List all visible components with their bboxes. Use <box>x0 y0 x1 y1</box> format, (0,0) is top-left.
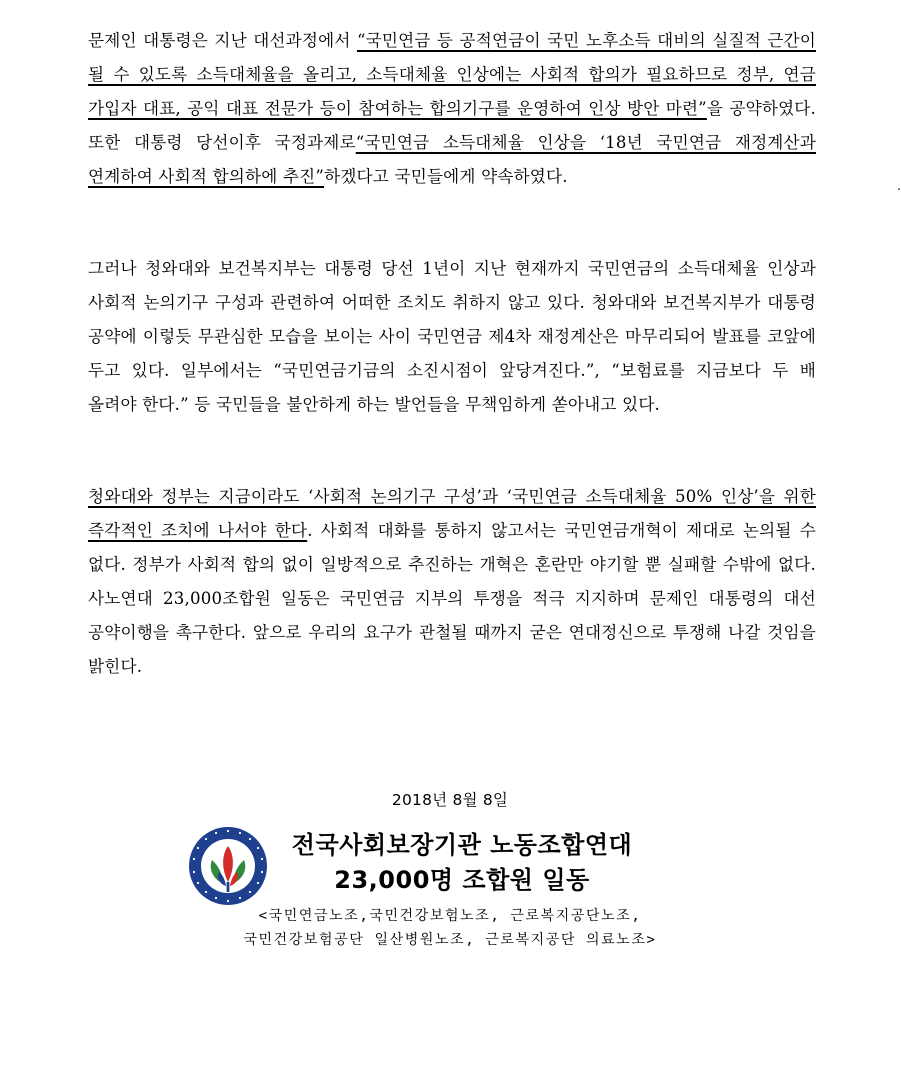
p2-text: 그러나 청와대와 보건복지부는 대통령 당선 1년이 지난 현재까지 국민연금의 소득대체율 인상과 사회적 논의기구 구성과 관련하여 어떠한 조치도 취하지 않고 있다. 청와대와 보건복지부가 대통령 공약에 이렇듯 무관심한 모습을 보이는 사이 국민연금 제4차 재정계산은 마무리되어 발표를 코앞에 두고 있다. 일부에서는 “국민연금기금의 소진시점이 앞당겨진다.”, “보험료를 지금보다 두 배 올려야 한다.” 등 국민들을 불안하게 하는 발언들을 무책임하게 쏟아내고 있다. <box>88 259 816 414</box>
signature-block <box>0 818 900 968</box>
paragraph-campaign-pledge <box>88 24 816 194</box>
p1-underlined-task: “국민연금 소득대체율 인상을 ‘18년 국민연금 재정계산과 연계하여 사회적 합의하에 추진” <box>88 133 816 186</box>
p1-text-1: 문제인 대통령은 지난 대선과정에서 <box>88 31 357 50</box>
paragraph-government-inaction <box>88 252 816 422</box>
stray-mark: . <box>897 179 901 193</box>
p3-underlined-demand: 청와대와 정부는 지금이라도 ‘사회적 논의기구 구성’과 ‘국민연금 소득대체율 50% 인상’을 위한 즉각적인 조치에 나서야 한다 <box>88 487 816 540</box>
p1-underlined-pledge: “국민연금 등 공적연금이 국민 노후소득 대비의 실질적 근간이 될 수 있도록 소득대체율을 올리고, 소득대체율 인상에는 사회적 합의가 필요하므로 정부, 연금 가입자 대표, 공익 대표 전문가 등이 참여하는 합의기구를 운영하여 인상 방안 마련” <box>88 31 817 118</box>
p1-text-3: 하겠다고 국민들에게 약속하였다. <box>324 167 568 186</box>
union-emblem-icon <box>188 826 268 906</box>
organization-name: 전국사회보장기관 노동조합연대 <box>291 831 633 859</box>
paragraph-demand <box>88 480 816 684</box>
member-unions-line-2: 국민건강보험공단 일산병원노조, 근로복지공단 의료노조> <box>243 932 657 948</box>
organization-members: 23,000명 조합원 일동 <box>334 866 590 894</box>
member-unions-line-1: <국민연금노조,국민건강보험노조, 근로복지공단노조, <box>258 908 642 924</box>
document-date: 2018년 8월 8일 <box>391 791 509 809</box>
p3-text: . 사회적 대화를 통하지 않고서는 국민연금개혁이 제대로 논의될 수 없다. 정부가 사회적 합의 없이 일방적으로 추진하는 개혁은 혼란만 야기할 뿐 실패할 수밖에 없다. 사노연대 23,000조합원 일동은 국민연금 지부의 투쟁을 적극 지지하며 문제인 대통령의 대선 공약이행을 촉구한다. 앞으로 우리의 요구가 관철될 때까지 굳은 연대정신으로 투쟁해 나갈 것임을 밝힌다. <box>88 521 816 676</box>
p1-text-2: 을 공약하였다. 또한 대통령 당선이후 국정과제로 <box>88 99 817 152</box>
